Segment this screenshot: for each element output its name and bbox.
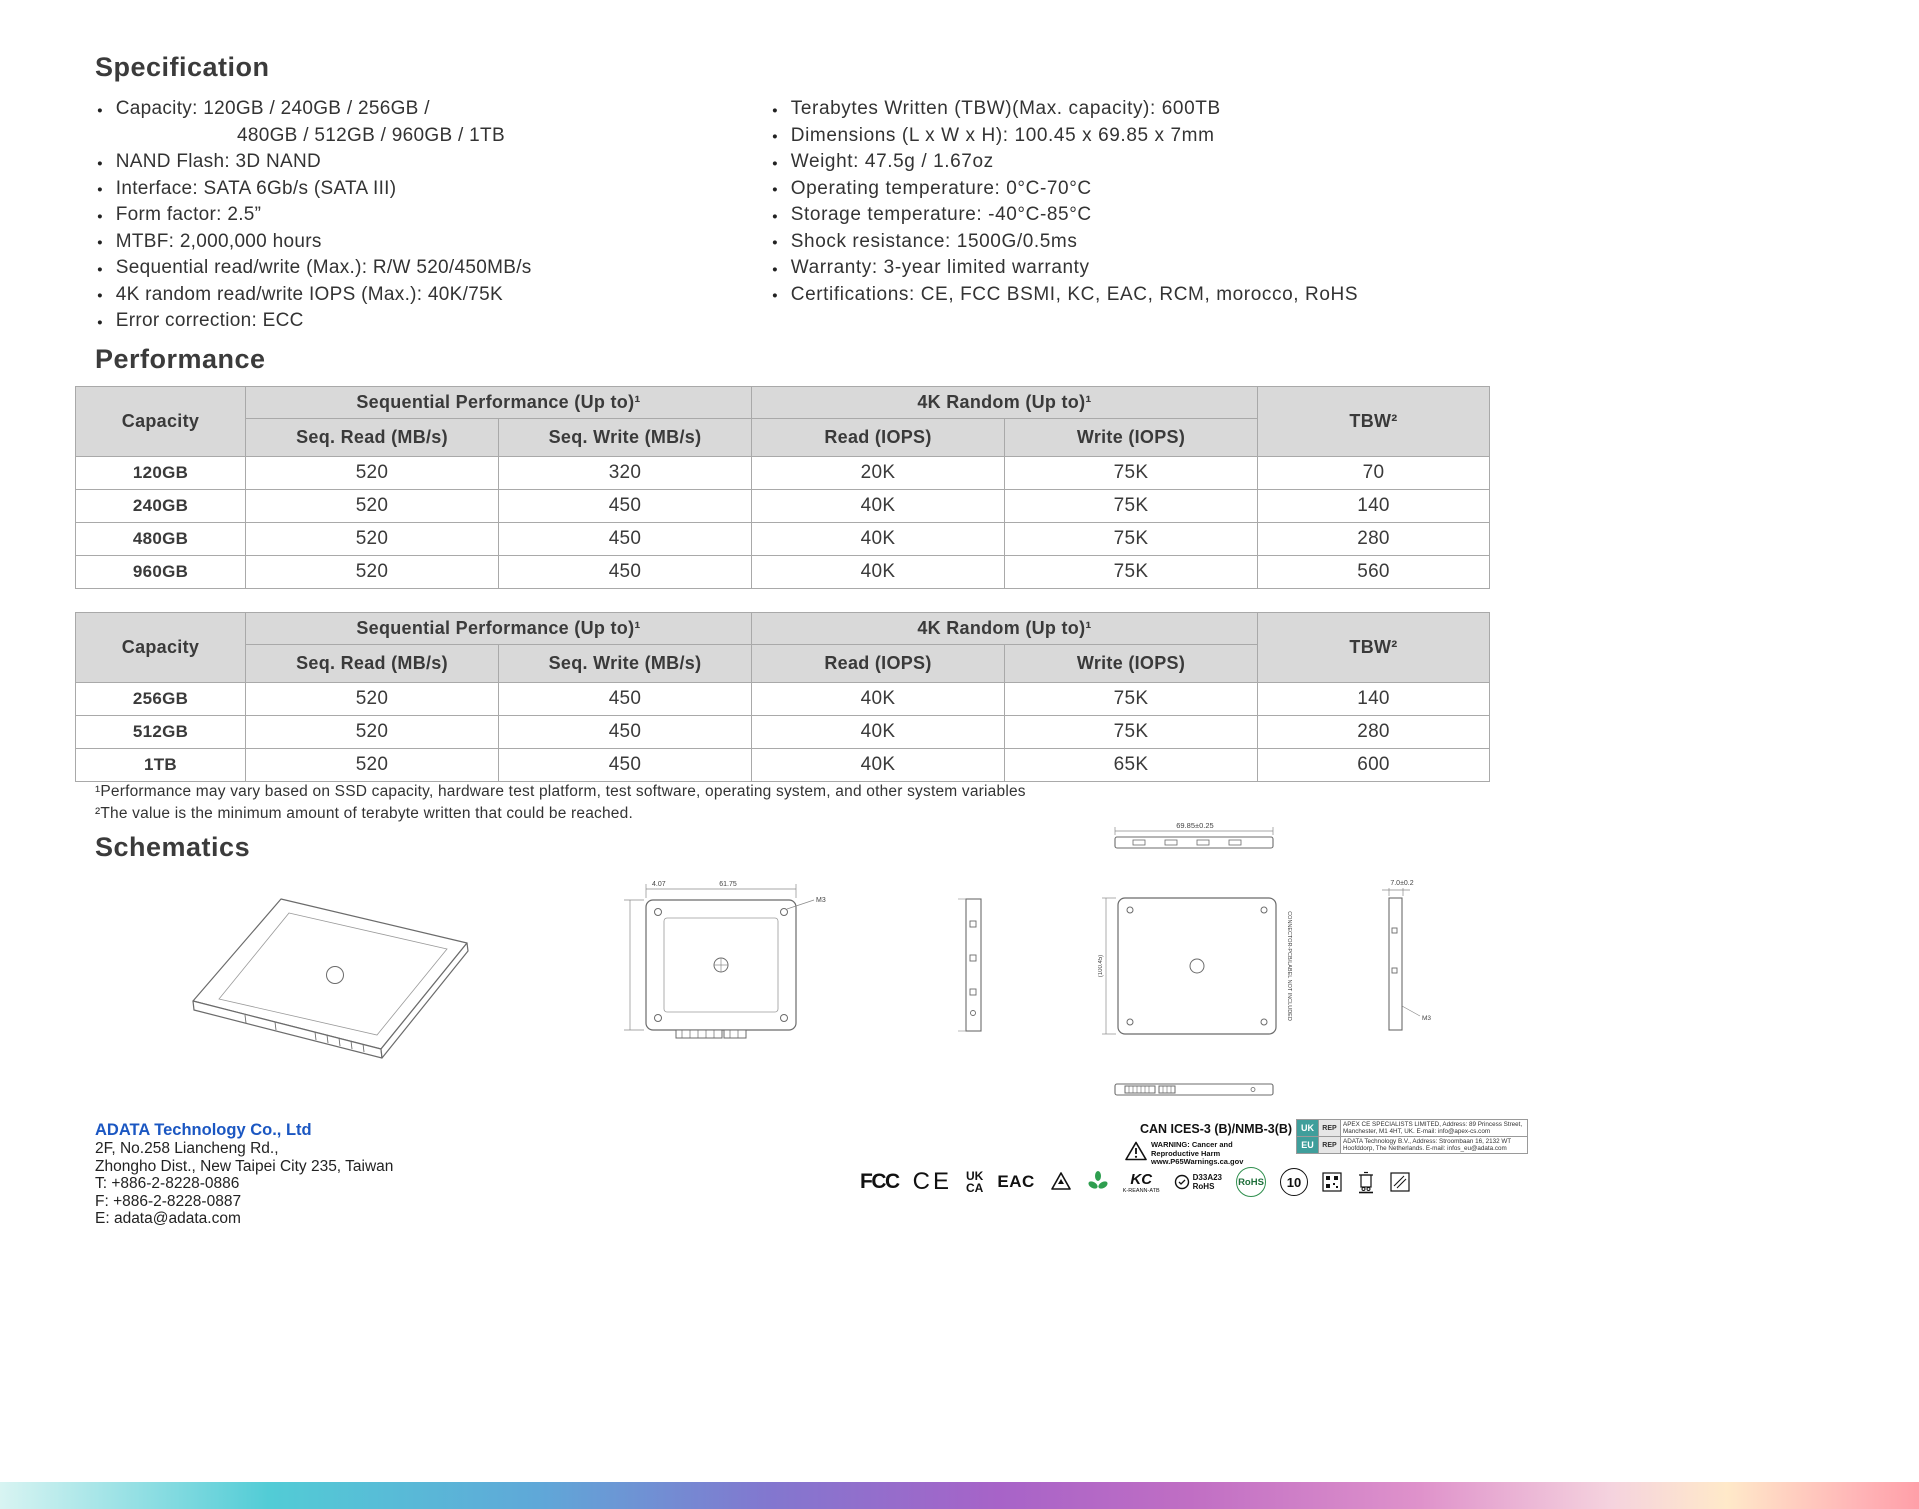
svg-text:61.75: 61.75	[719, 881, 737, 888]
cert-ring-icon	[1174, 1174, 1190, 1190]
cell-capacity: 256GB	[76, 683, 246, 716]
company-email: E: adata@adata.com	[95, 1210, 241, 1227]
spec-item-operating-temp: ● Operating temperature: 0°C-70°C	[770, 176, 1490, 203]
cell-read-iops: 20K	[752, 457, 1005, 490]
col-header-sequential: Sequential Performance (Up to)¹	[246, 387, 752, 419]
cell-read-iops: 40K	[752, 490, 1005, 523]
eu-rep-address: ADATA Technology B.V., Address: Stroombaan 16, 2132 WT Hoofddorp, The Netherlands. E-mail: infos_eu@adata.com	[1341, 1137, 1528, 1154]
square-mark-icon	[1390, 1172, 1410, 1192]
company-name: ADATA Technology Co., Ltd	[95, 1121, 312, 1139]
green-mark-icon	[1087, 1171, 1109, 1193]
spec-item-certifications: ● Certifications: CE, FCC BSMI, KC, EAC, RCM, morocco, RoHS	[770, 282, 1490, 309]
top-view-drawing	[618, 878, 848, 1063]
cell-seq-write: 450	[499, 523, 752, 556]
cell-read-iops: 40K	[752, 523, 1005, 556]
col-header-write-iops: Write (IOPS)	[1005, 645, 1258, 683]
cell-seq-read: 520	[246, 523, 499, 556]
isometric-view-drawing	[185, 893, 475, 1063]
eac-logo: EAC	[997, 1172, 1035, 1191]
col-header-seq-read: Seq. Read (MB/s)	[246, 419, 499, 457]
cell-seq-read: 520	[246, 683, 499, 716]
performance-table-1	[75, 386, 1490, 589]
company-info	[95, 1121, 393, 1228]
performance-heading: Performance	[95, 344, 266, 374]
col-header-read-iops: Read (IOPS)	[752, 419, 1005, 457]
width-dimension-drawing	[1103, 820, 1288, 854]
uk-rep-address: APEX CE SPECIALISTS LIMITED, Address: 89 Princess Street, Manchester, M1 4HT, UK. E-mail: info@apex-cs.com	[1341, 1120, 1528, 1137]
china-rohs-badge: 10	[1280, 1168, 1308, 1196]
cell-capacity: 480GB	[76, 523, 246, 556]
eu-rep-row	[1297, 1137, 1528, 1154]
recycle-triangle-icon	[1049, 1171, 1073, 1193]
cell-tbw: 140	[1258, 683, 1490, 716]
table-row	[76, 716, 1490, 749]
eu-rep-region: EU	[1297, 1137, 1319, 1154]
company-address-line-2: Zhongho Dist., New Taipei City 235, Taiwan	[95, 1157, 394, 1175]
col-header-sequential: Sequential Performance (Up to)¹	[246, 613, 752, 645]
specification-heading: Specification	[95, 52, 270, 82]
d33a23-rohs-logo: D33A23 RoHS	[1174, 1173, 1222, 1191]
spec-item-capacity: ● Capacity: 120GB / 240GB / 256GB /	[95, 96, 745, 123]
cell-tbw: 280	[1258, 716, 1490, 749]
table-row	[76, 457, 1490, 490]
cell-seq-read: 520	[246, 716, 499, 749]
table-row	[76, 556, 1490, 589]
spec-item-weight: ● Weight: 47.5g / 1.67oz	[770, 149, 1490, 176]
svg-text:(100.45): (100.45)	[1098, 954, 1104, 978]
cell-seq-write: 450	[499, 716, 752, 749]
svg-text:M3: M3	[1422, 1015, 1432, 1022]
table-row	[76, 683, 1490, 716]
cell-write-iops: 75K	[1005, 683, 1258, 716]
spec-column-left	[95, 96, 745, 335]
col-header-random: 4K Random (Up to)¹	[752, 613, 1258, 645]
table-row	[76, 749, 1490, 782]
col-header-seq-write: Seq. Write (MB/s)	[499, 645, 752, 683]
cell-tbw: 600	[1258, 749, 1490, 782]
cell-write-iops: 75K	[1005, 523, 1258, 556]
table-row	[76, 523, 1490, 556]
cell-capacity: 1TB	[76, 749, 246, 782]
fcc-logo: FCC	[860, 1170, 899, 1193]
cell-read-iops: 40K	[752, 716, 1005, 749]
spec-item-mtbf: ● MTBF: 2,000,000 hours	[95, 229, 745, 256]
svg-text:CONNECTOR-PCB/LABEL NOT INCLUD: CONNECTOR-PCB/LABEL NOT INCLUDED	[1286, 911, 1292, 1021]
side-view-drawing	[950, 893, 1000, 1043]
rep-contact-table	[1296, 1119, 1528, 1154]
cell-seq-write: 320	[499, 457, 752, 490]
eu-rep-label: REP	[1319, 1137, 1341, 1154]
certification-logos	[860, 1158, 1515, 1206]
svg-text:7.0±0.2: 7.0±0.2	[1390, 880, 1414, 887]
cell-write-iops: 75K	[1005, 556, 1258, 589]
warning-text: WARNING: Cancer and Reproductive Harm www.P65Warnings.ca.gov	[1151, 1140, 1244, 1166]
col-header-tbw: TBW²	[1258, 387, 1490, 457]
company-phone: T: +886-2-8228-0886	[95, 1175, 240, 1192]
bottom-edge-drawing	[1103, 1076, 1288, 1104]
cell-write-iops: 65K	[1005, 749, 1258, 782]
spec-item-nand: ● NAND Flash: 3D NAND	[95, 149, 745, 176]
performance-table-2	[75, 612, 1490, 782]
col-header-capacity: Capacity	[76, 387, 246, 457]
col-header-random: 4K Random (Up to)¹	[752, 387, 1258, 419]
cell-write-iops: 75K	[1005, 490, 1258, 523]
cell-tbw: 140	[1258, 490, 1490, 523]
cell-capacity: 240GB	[76, 490, 246, 523]
svg-text:4.07: 4.07	[652, 881, 666, 888]
cell-read-iops: 40K	[752, 556, 1005, 589]
company-address-line-1: 2F, No.258 Liancheng Rd.,	[95, 1140, 279, 1157]
col-header-write-iops: Write (IOPS)	[1005, 419, 1258, 457]
cell-tbw: 70	[1258, 457, 1490, 490]
spec-item-shock: ● Shock resistance: 1500G/0.5ms	[770, 229, 1490, 256]
qr-code-icon	[1322, 1172, 1342, 1192]
cell-seq-read: 520	[246, 490, 499, 523]
spec-item-sequential: ● Sequential read/write (Max.): R/W 520/450MB/s	[95, 255, 745, 282]
spec-column-right	[770, 96, 1490, 308]
cell-seq-write: 450	[499, 749, 752, 782]
ukca-logo: UK CA	[966, 1169, 984, 1195]
spec-item-tbw: ● Terabytes Written (TBW)(Max. capacity): 600TB	[770, 96, 1490, 123]
cell-tbw: 280	[1258, 523, 1490, 556]
svg-text:69.85±0.25: 69.85±0.25	[1176, 821, 1214, 830]
can-ices-label: CAN ICES-3 (B)/NMB-3(B)	[1140, 1122, 1293, 1136]
cell-seq-read: 520	[246, 457, 499, 490]
cell-read-iops: 40K	[752, 683, 1005, 716]
spec-item-capacity-continued: 480GB / 512GB / 960GB / 1TB	[237, 124, 505, 146]
table-row	[76, 490, 1490, 523]
rohs-badge: RoHS	[1236, 1167, 1266, 1197]
spec-item-interface: ● Interface: SATA 6Gb/s (SATA III)	[95, 176, 745, 203]
cell-tbw: 560	[1258, 556, 1490, 589]
uk-rep-label: REP	[1319, 1120, 1341, 1137]
thickness-view-drawing	[1362, 876, 1437, 1056]
cell-read-iops: 40K	[752, 749, 1005, 782]
spec-item-warranty: ● Warranty: 3-year limited warranty	[770, 255, 1490, 282]
company-fax: F: +886-2-8228-0887	[95, 1192, 242, 1210]
footnote-1: ¹Performance may vary based on SSD capacity, hardware test platform, test software, operating system, and other system variables	[95, 783, 1026, 800]
schematics-heading: Schematics	[95, 832, 251, 862]
cell-seq-read: 520	[246, 556, 499, 589]
cell-seq-write: 450	[499, 490, 752, 523]
footer-gradient-bar	[0, 1482, 1919, 1509]
cell-capacity: 512GB	[76, 716, 246, 749]
uk-rep-row	[1297, 1120, 1528, 1137]
cell-seq-write: 450	[499, 556, 752, 589]
cell-write-iops: 75K	[1005, 457, 1258, 490]
kc-logo: KC K-REANN-ATB	[1122, 1170, 1160, 1194]
weee-bin-icon	[1356, 1170, 1376, 1194]
spec-item-dimensions: ● Dimensions (L x W x H): 100.45 x 69.85 x 7mm	[770, 123, 1490, 150]
cell-capacity: 120GB	[76, 457, 246, 490]
col-header-seq-write: Seq. Write (MB/s)	[499, 419, 752, 457]
col-header-capacity: Capacity	[76, 613, 246, 683]
col-header-seq-read: Seq. Read (MB/s)	[246, 645, 499, 683]
col-header-read-iops: Read (IOPS)	[752, 645, 1005, 683]
spec-item-ecc: ● Error correction: ECC	[95, 308, 745, 335]
footnote-2: ²The value is the minimum amount of terabyte written that could be reached.	[95, 805, 633, 822]
cell-capacity: 960GB	[76, 556, 246, 589]
cell-write-iops: 75K	[1005, 716, 1258, 749]
col-header-tbw: TBW²	[1258, 613, 1490, 683]
uk-rep-region: UK	[1297, 1120, 1319, 1137]
svg-text:M3: M3	[816, 897, 826, 904]
spec-item-storage-temp: ● Storage temperature: -40°C-85°C	[770, 202, 1490, 229]
cell-seq-write: 450	[499, 683, 752, 716]
spec-item-random-iops: ● 4K random read/write IOPS (Max.): 40K/75K	[95, 282, 745, 309]
ce-logo: CE	[912, 1168, 953, 1195]
cell-seq-read: 520	[246, 749, 499, 782]
back-view-drawing	[1098, 882, 1313, 1062]
spec-item-form-factor: ● Form factor: 2.5”	[95, 202, 745, 229]
